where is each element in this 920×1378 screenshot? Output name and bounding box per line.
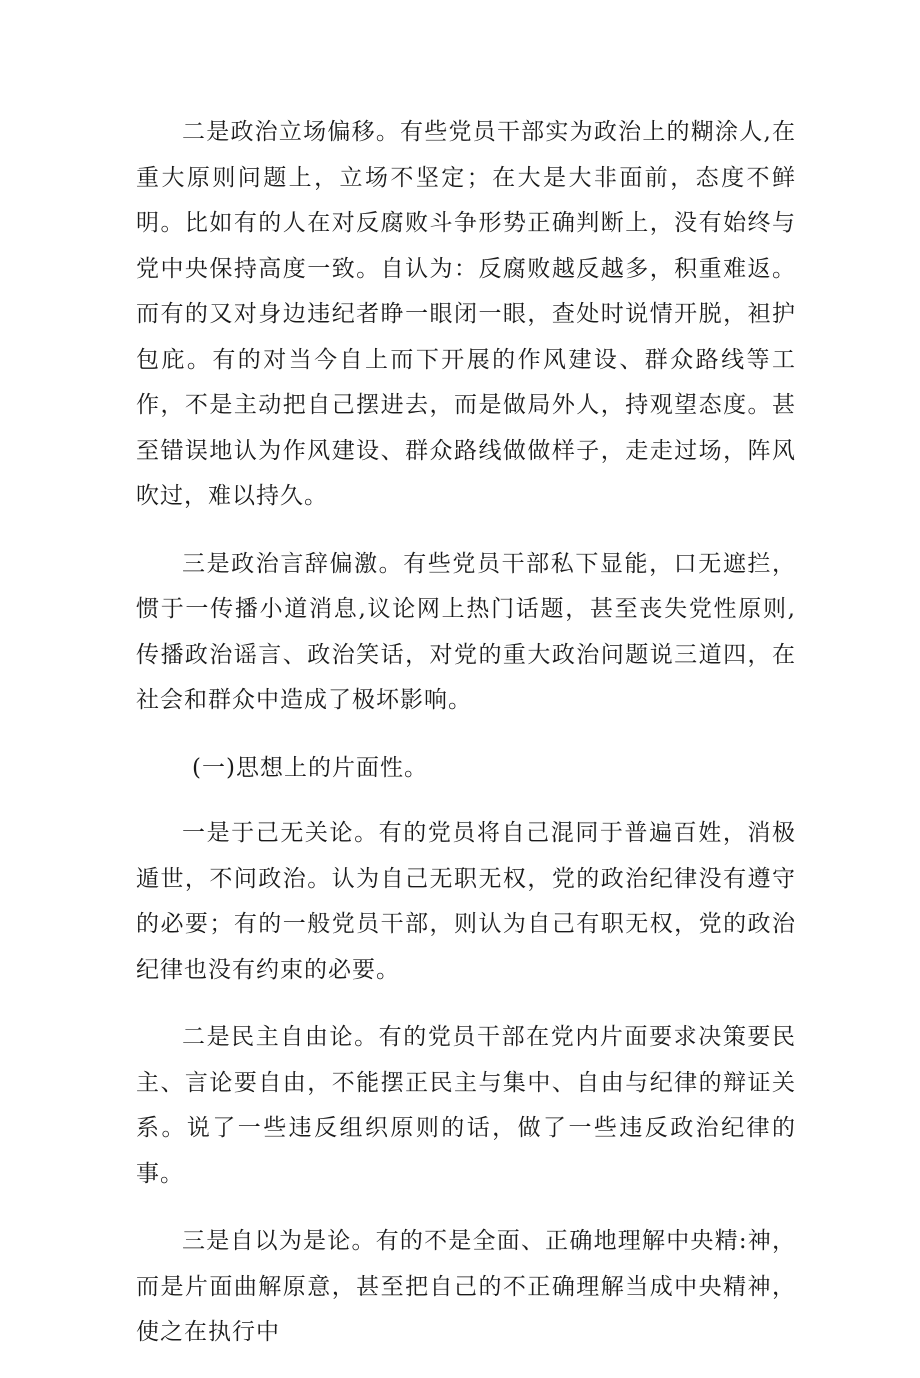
paragraph-political-speech: 三是政治言辞偏激。有些党员干部私下显能，口无遮拦，惯于一传播小道消息,议论网上热门话题，甚至丧失党性原则,传播政治谣言、政治笑话，对党的重大政治问题说三道四，在社会和群众中造成了极坏影响。	[136, 550, 796, 713]
paragraph-democracy-freedom-theory: 二是民主自由论。有的党员干部在党内片面要求决策要民主、言论要自由，不能摆正民主与集中、自由与纪律的辩证关系。说了一些违反组织原则的话，做了一些违反政治纪律的事。	[136, 1024, 796, 1187]
paragraph-political-stance: 二是政治立场偏移。有些党员干部实为政治上的糊涂人,在重大原则问题上，立场不坚定；在大是大非面前，态度不鲜明。比如有的人在对反腐败斗争形势正确判断上，没有始终与党中央保持高度一致。自认为：反腐败越反越多，积重难返。而有的又对身边违纪者睁一眼闭一眼，查处时说情开脱，袒护包庇。有的对当今自上而下开展的作风建设、群众路线等工作，不是主动把自己摆进去，而是做局外人，持观望态度。甚至错误地认为作风建设、群众路线做做样子，走走过场，阵风吹过，难以持久。	[136, 119, 796, 509]
paragraph-irrelevance-theory: 一是于己无关论。有的党员将自己混同于普遍百姓，消极遁世，不问政治。认为自己无职无权，党的政治纪律没有遵守的必要；有的一般党员干部，则认为自己有职无权，党的政治纪律也没有约束的必要。	[136, 820, 796, 983]
section-heading: (一)思想上的片面性。	[192, 754, 428, 781]
document-page	[136, 110, 796, 1378]
paragraph-self-righteous-theory: 三是自以为是论。有的不是全面、正确地理解中央精:神，而是片面曲解原意，甚至把自己的不正确理解当成中央精神，使之在执行中	[136, 1228, 796, 1345]
